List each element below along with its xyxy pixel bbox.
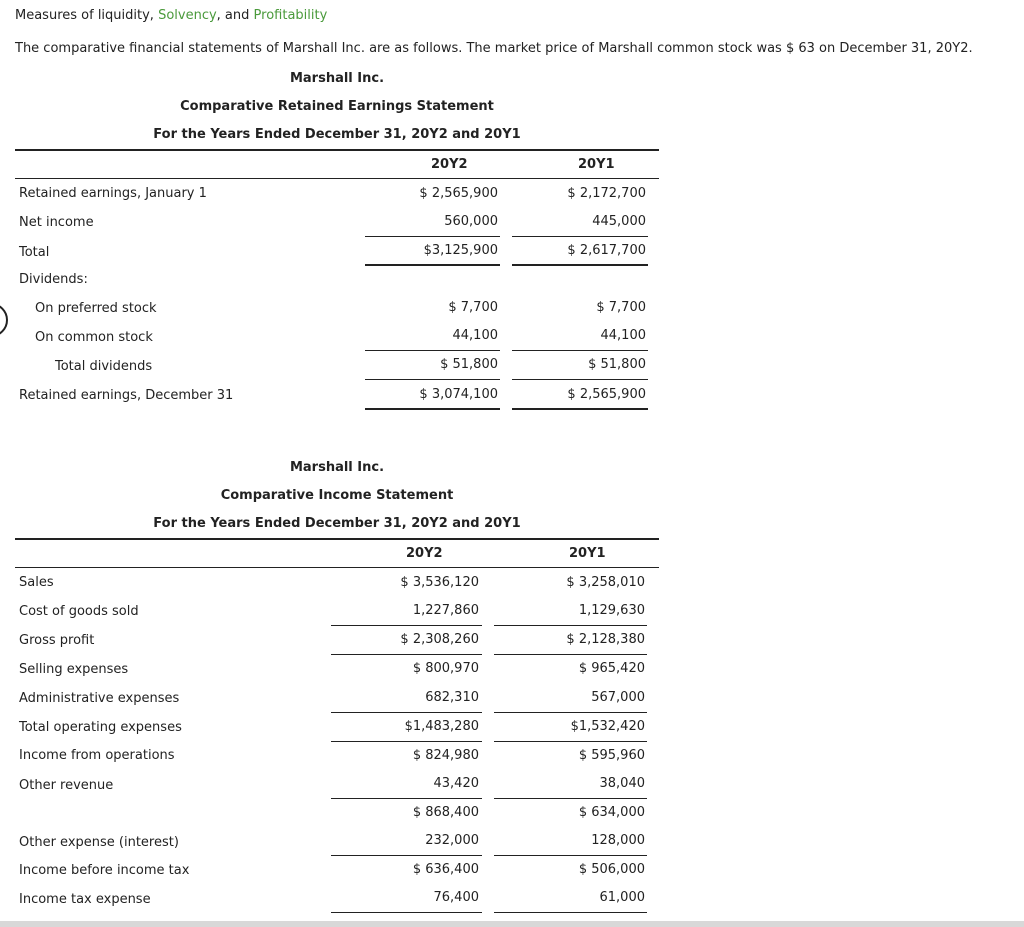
- re-row-v2: 445,000: [592, 214, 646, 229]
- is-row-v1: $ 868,400: [412, 805, 479, 820]
- re-row-v1: $ 51,800: [440, 357, 498, 372]
- re-sum-rule: [512, 379, 648, 380]
- re-row-label: On preferred stock: [35, 301, 157, 316]
- is-row-label: Administrative expenses: [19, 691, 180, 706]
- is-row-v2: 61,000: [599, 890, 645, 905]
- is-top-rule: [15, 538, 659, 540]
- partial-circle-icon: [0, 303, 8, 337]
- profitability-link[interactable]: Profitability: [253, 8, 328, 23]
- re-sum-rule: [365, 236, 500, 237]
- re-row-v2: $ 2,617,700: [567, 243, 646, 258]
- re-row-v2: $ 2,565,900: [567, 387, 646, 402]
- is-sum-rule: [331, 798, 482, 799]
- intro-paragraph: The comparative financial statements of Marshall Inc. are as follows. The market price of Marshall common stock was $ 63 on December 31, 20Y2.: [15, 41, 973, 56]
- re-total-rule: [365, 408, 500, 410]
- horizontal-scrollbar[interactable]: [0, 921, 1024, 927]
- is-row-v2: 1,129,630: [578, 603, 645, 618]
- is-sum-rule: [331, 855, 482, 856]
- re-row-v1: 560,000: [444, 214, 498, 229]
- heading-text-2: , and: [216, 8, 254, 23]
- re-row-label: Retained earnings, December 31: [19, 388, 234, 403]
- is-sum-rule: [331, 912, 482, 913]
- is-row-v1: $ 3,536,120: [400, 575, 479, 590]
- is-sum-rule: [494, 912, 647, 913]
- is-sum-rule: [494, 855, 647, 856]
- is-row-v2: 128,000: [591, 833, 645, 848]
- is-row-v1: 1,227,860: [412, 603, 479, 618]
- is-sum-rule: [494, 654, 647, 655]
- re-total-rule: [512, 264, 648, 266]
- is-row-label: Sales: [19, 575, 54, 590]
- is-row-label: Other expense (interest): [19, 835, 179, 850]
- re-row-v1: $ 7,700: [448, 300, 498, 315]
- re-sum-rule: [512, 236, 648, 237]
- is-sum-rule: [494, 798, 647, 799]
- re-total-rule: [365, 264, 500, 266]
- is-row-label: Income before income tax: [19, 863, 190, 878]
- is-row-v1: 232,000: [425, 833, 479, 848]
- is-row-label: Selling expenses: [19, 662, 129, 677]
- is-company-title: Marshall Inc.: [289, 460, 385, 475]
- re-col-20y1: 20Y1: [578, 157, 615, 172]
- is-statement-title: Comparative Income Statement: [220, 488, 454, 503]
- re-row-label: Total: [19, 245, 50, 260]
- is-row-v1: 76,400: [433, 890, 479, 905]
- re-row-label: Dividends:: [19, 272, 88, 287]
- re-sum-rule: [512, 350, 648, 351]
- re-top-rule: [15, 149, 659, 151]
- re-row-label: Net income: [19, 215, 94, 230]
- is-row-v2: $ 965,420: [578, 661, 645, 676]
- re-row-v2: 44,100: [600, 328, 646, 343]
- is-sum-rule: [331, 712, 482, 713]
- re-row-label: On common stock: [35, 330, 153, 345]
- is-row-v1: 43,420: [433, 776, 479, 791]
- re-col-20y2: 20Y2: [431, 157, 468, 172]
- re-row-v1: $ 2,565,900: [419, 186, 498, 201]
- re-sum-rule: [365, 379, 500, 380]
- is-row-label: Total operating expenses: [19, 720, 182, 735]
- re-statement-title: Comparative Retained Earnings Statement: [180, 99, 494, 114]
- re-row-v1: 44,100: [452, 328, 498, 343]
- is-row-v1: $ 636,400: [412, 862, 479, 877]
- is-row-v2: $ 506,000: [578, 862, 645, 877]
- is-sum-rule: [331, 654, 482, 655]
- re-row-label: Retained earnings, January 1: [19, 186, 207, 201]
- is-row-label: Income from operations: [19, 748, 175, 763]
- is-col-20y1: 20Y1: [569, 546, 606, 561]
- heading-text-1: Measures of liquidity,: [15, 8, 159, 23]
- is-header-rule: [15, 567, 659, 568]
- re-company-title: Marshall Inc.: [289, 71, 385, 86]
- is-sum-rule: [494, 741, 647, 742]
- is-col-20y2: 20Y2: [406, 546, 443, 561]
- re-row-v1: $3,125,900: [423, 243, 498, 258]
- is-row-v1: $1,483,280: [404, 719, 479, 734]
- is-period-title: For the Years Ended December 31, 20Y2 and 20Y1: [153, 516, 521, 531]
- re-row-v2: $ 7,700: [596, 300, 646, 315]
- re-row-label: Total dividends: [55, 359, 153, 374]
- is-row-v2: $ 634,000: [578, 805, 645, 820]
- is-row-v1: $ 824,980: [412, 748, 479, 763]
- is-row-v2: 567,000: [591, 690, 645, 705]
- re-total-rule: [512, 408, 648, 410]
- is-row-label: Cost of goods sold: [19, 604, 139, 619]
- solvency-link[interactable]: Solvency: [158, 8, 217, 23]
- is-row-v1: $ 800,970: [412, 661, 479, 676]
- is-sum-rule: [331, 625, 482, 626]
- re-row-v1: $ 3,074,100: [419, 387, 498, 402]
- is-row-label: Income tax expense: [19, 892, 151, 907]
- is-sum-rule: [494, 625, 647, 626]
- is-sum-rule: [494, 712, 647, 713]
- is-sum-rule: [331, 741, 482, 742]
- is-row-v2: $ 595,960: [578, 748, 645, 763]
- re-row-v2: $ 2,172,700: [567, 186, 646, 201]
- re-row-v2: $ 51,800: [588, 357, 646, 372]
- re-period-title: For the Years Ended December 31, 20Y2 and 20Y1: [153, 127, 521, 142]
- is-row-v1: $ 2,308,260: [400, 632, 479, 647]
- re-header-rule: [15, 178, 659, 179]
- page-heading: [15, 8, 327, 23]
- is-row-v2: 38,040: [599, 776, 645, 791]
- is-row-v1: 682,310: [425, 690, 479, 705]
- is-row-v2: $ 3,258,010: [566, 575, 645, 590]
- re-sum-rule: [365, 350, 500, 351]
- is-row-label: Gross profit: [19, 633, 95, 648]
- is-row-v2: $ 2,128,380: [566, 632, 645, 647]
- is-row-label: Other revenue: [19, 778, 114, 793]
- is-row-v2: $1,532,420: [570, 719, 645, 734]
